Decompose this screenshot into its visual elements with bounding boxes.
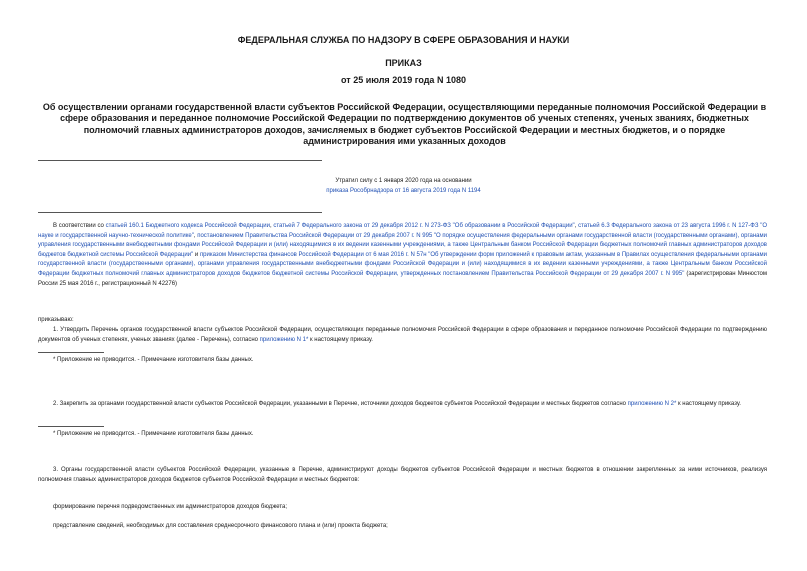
item-1	[38, 326, 767, 345]
divider	[38, 212, 322, 213]
item-3: 3. Органы государственной власти субъектов Российской Федерации, указанные в Перечне, администрируют доходы бюджетов субъектов Российской Федерации и местных бюджетов в отношении закрепленных за ними источников, реализуя полномочия главных администраторов доходов бюджетов субъектов Российской Федерации и местных бюджетов:	[38, 467, 767, 483]
item-1-text: к настоящему приказу.	[308, 336, 373, 343]
basis-text: (зарегистрирован Минюстом России 25 мая 2016 г., регистрационный N 42276)	[38, 270, 767, 287]
footnote-1: * Приложение не приводится. - Примечание изготовителя базы данных.	[53, 357, 254, 363]
footnote-divider	[38, 352, 104, 353]
status-text: Утратил силу с 1 января 2020 года на основании	[335, 178, 472, 184]
item-2-text: к настоящему приказу.	[676, 401, 741, 407]
item-1-text: 1. Утвердить Перечень органов государственной власти субъектов Российской Федерации, осуществляющих переданные полномочия Российской Федерации в сфере образования и переданное полномочие Российской Федерации по подтверждению документов об ученых степенях, ученых званиях (далее - Перечень), согласно	[38, 327, 767, 343]
document-title: Об осуществлении органами государственной власти субъектов Российской Федерации, осуществляющими переданные полномочия Российской Федерации в сфере образования и переданное полномочие Российской Федерации по подтверждению документов об ученых степенях, ученых званиях, бюджетных полномочий главных администраторов доходов, зачисляемых в бюджет субъектов Российской Федерации и местных бюджетов, и о порядке администрирования ими указанных доходов	[42, 102, 767, 146]
status-link[interactable]: приказа Рособрнадзора от 16 августа 2019 года N 1194	[326, 188, 481, 194]
basis-link-science-law[interactable]: статьей 6.3 Федерального закона от 23 августа 1996 г. N 127-ФЗ "О науке и государственной научно-технической политике"	[38, 223, 767, 239]
document-type: ПРИКАЗ	[385, 58, 422, 68]
basis-text: и	[193, 251, 200, 258]
footnote-2: * Приложение не приводится. - Примечание изготовителя базы данных.	[53, 431, 254, 437]
agency-name: ФЕДЕРАЛЬНАЯ СЛУЖБА ПО НАДЗОРУ В СФЕРЕ ОБРАЗОВАНИЯ И НАУКИ	[237, 35, 570, 45]
basis-link-education-law[interactable]: статьей 7 Федерального закона от 29 декабря 2012 г. N 273-ФЗ "Об образовании в Российской Федерации"	[273, 223, 575, 229]
basis-text: ,	[193, 232, 198, 239]
basis-link-government-decree[interactable]: постановлением Правительства Российской Федерации от 29 декабря 2007 г. N 995 "О порядке осуществления федеральными органами государственной власти (государственными органами), органами управления государственными внебюджетными фондами Российской Федерации и (или) находящимися в их ведении казенными учреждениями, а также Центральным банком Российской Федерации бюджетных полномочий главных администраторов доходов бюджетов бюджетной системы Российской Федерации"	[38, 232, 767, 258]
document-date: от 25 июля 2019 года N 1080	[341, 75, 466, 85]
divider	[38, 160, 322, 161]
appendix-2-link[interactable]: приложению N 2*	[627, 401, 677, 407]
subitem-1: формирование перечня подведомственных им администраторов доходов бюджета;	[53, 504, 288, 510]
item-2-text: 2. Закрепить за органами государственной власти субъектов Российской Федерации, указанными в Перечне, источники доходов бюджетов субъектов Российской Федерации и местных бюджетов согласно	[53, 401, 628, 407]
basis-link-budget-code[interactable]: статьей 160.1 Бюджетного кодекса Российской Федерации	[105, 223, 270, 229]
footnote-divider	[38, 426, 104, 427]
appendix-1-link[interactable]: приложению N 1*	[259, 336, 309, 343]
basis-text: ,	[574, 223, 579, 229]
basis-link-minfin-order[interactable]: приказом Министерства финансов Российской Федерации от 6 мая 2016 г. N 57н "Об утверждении форм приложений к правовым актам, указанным в Правилах осуществления федеральными органами государственной власти (государственными органами), органами управления государственными внебюджетными фондами Российской Федерации и (или) находящимися в их ведении казенными учреждениями, а также Центральным банком Российской Федерации бюджетных полномочий главных администраторов доходов бюджетов бюджетной системы Российской Федерации, утвержденных постановлением Правительства Российской Федерации от 29 декабря 2007 г. N 995"	[38, 251, 767, 277]
basis-paragraph	[38, 222, 767, 289]
item-2	[38, 400, 767, 410]
subitem-2: представление сведений, необходимых для составления среднесрочного финансового плана и (или) проекта бюджета;	[53, 523, 388, 529]
basis-text: В соответствии со	[53, 223, 106, 229]
order-word: приказываю:	[38, 317, 74, 323]
basis-text: ,	[269, 223, 274, 229]
